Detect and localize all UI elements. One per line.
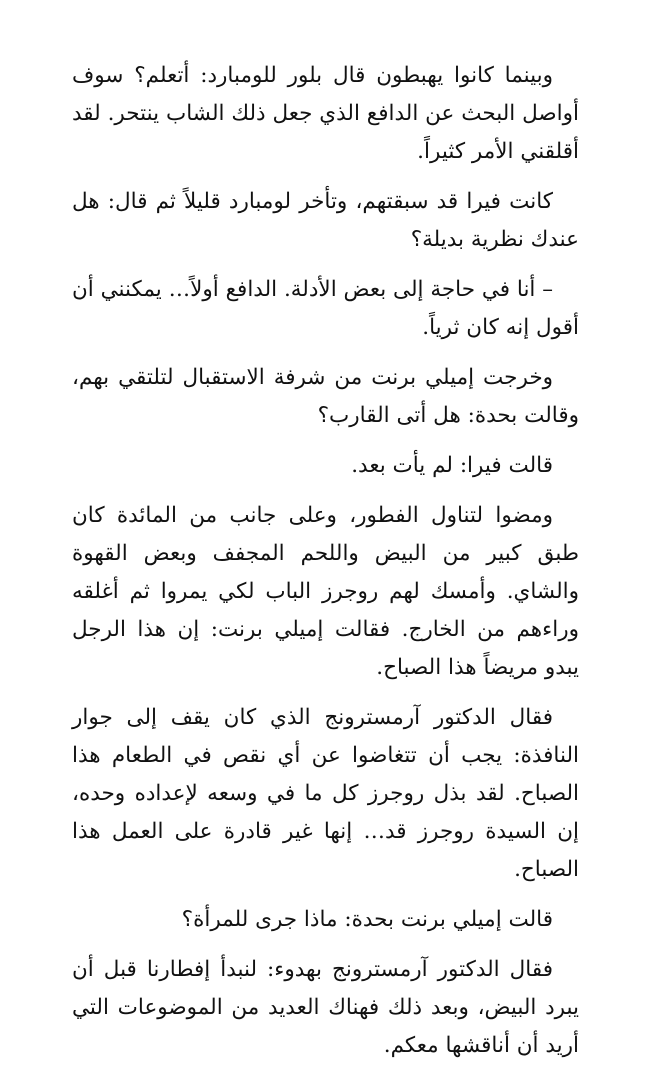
paragraph-2: كانت فيرا قد سبقتهم، وتأخر لومبارد قليلاً ثم قال: هل عندك نظرية بديلة؟ [72,189,579,252]
paragraph-7: فقال الدكتور آرمسترونج الذي كان يقف إلى جوار النافذة: يجب أن تتغاضوا عن أي نقص في الطعام هذا الصباح. لقد بذل روجرز كل ما في وسعه لإعداده وحده، إن السيدة روجرز قد… إنها غير قادرة على العمل هذا الصباح. [72,705,579,882]
book-page [0,40,651,1077]
paragraph-9: فقال الدكتور آرمسترونج بهدوء: لنبدأ إفطارنا قبل أن يبرد البيض، وبعد ذلك فهناك العديد من الموضوعات التي أريد أن أناقشها معكم. [72,957,579,1058]
paragraph-8: قالت إميلي برنت بحدة: ماذا جرى للمرأة؟ [181,907,553,932]
paragraph-6: ومضوا لتناول الفطور، وعلى جانب من المائدة كان طبق كبير من البيض واللحم المجفف وبعض القهوة والشاي. وأمسك لهم روجرز الباب لكي يمروا ثم أغلقه وراءهم من الخارج. فقالت إميلي برنت: إن هذا الرجل يبدو مريضاً هذا الصباح. [72,503,579,680]
paragraph-3: – أنا في حاجة إلى بعض الأدلة. الدافع أولاً… يمكنني أن أقول إنه كان ثرياً. [72,277,579,340]
paragraph-5: قالت فيرا: لم يأت بعد. [351,453,553,478]
paragraph-1: وبينما كانوا يهبطون قال بلور للومبارد: أتعلم؟ سوف أواصل البحث عن الدافع الذي جعل ذلك الشاب ينتحر. لقد أقلقني الأمر كثيراً. [72,63,579,164]
paragraph-4: وخرجت إميلي برنت من شرفة الاستقبال لتلتقي بهم، وقالت بحدة: هل أتى القارب؟ [72,365,579,428]
